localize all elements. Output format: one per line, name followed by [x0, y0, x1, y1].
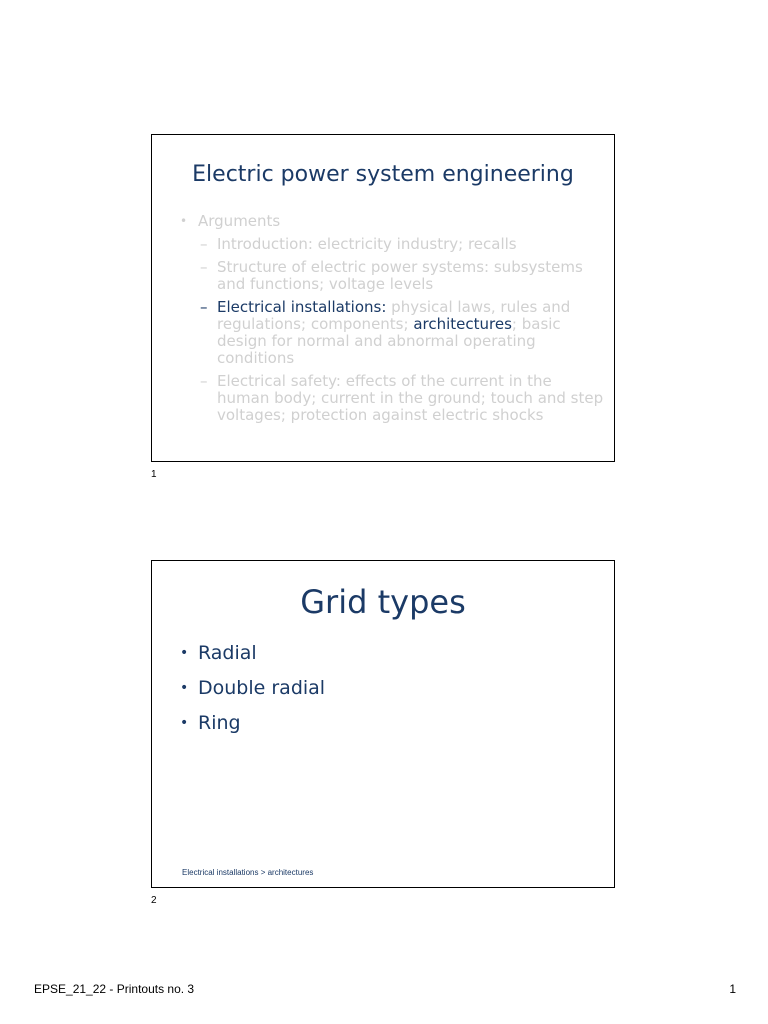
- outline-label: Arguments: [198, 212, 281, 230]
- slide-1-outline: [180, 213, 605, 430]
- subitem-text: Introduction: electricity industry; recalls: [217, 235, 517, 253]
- bullet-icon: •: [180, 645, 189, 661]
- list-item-label: Radial: [198, 642, 257, 664]
- outline-item-arguments: [180, 213, 605, 230]
- page-number: 1: [729, 982, 736, 996]
- slide-footer: Electrical installations > architectures: [182, 868, 314, 877]
- list-item-label: Ring: [198, 712, 241, 734]
- slide-2: [151, 560, 615, 888]
- slide-2-list: [180, 641, 325, 746]
- bullet-icon: •: [180, 680, 189, 696]
- bullet-icon: •: [180, 715, 189, 731]
- page-footer: [34, 982, 736, 996]
- dash-icon: –: [200, 235, 208, 253]
- outline-subitem: [180, 373, 605, 424]
- subitem-text: Structure of electric power systems: subsystems and functions; voltage levels: [217, 258, 583, 293]
- subitem-highlight: architectures: [413, 315, 512, 333]
- slide-1-title: Electric power system engineering: [192, 162, 574, 187]
- list-item: [180, 676, 325, 711]
- outline-subitem-current: [180, 299, 605, 367]
- slide-2-title: Grid types: [300, 583, 466, 621]
- list-item: [180, 641, 325, 676]
- subitem-highlight: Electrical installations:: [217, 298, 387, 316]
- outline-subitem: [180, 259, 605, 293]
- subitem-text: ; basic design for normal and abnormal operating conditions: [217, 315, 561, 367]
- list-item-label: Double radial: [198, 677, 326, 699]
- document-label: EPSE_21_22 - Printouts no. 3: [34, 982, 195, 996]
- slide-number: 1: [151, 469, 157, 480]
- dash-icon: –: [200, 298, 208, 316]
- subitem-text: Electrical safety: effects of the current in the human body; current in the ground; touch and step voltages; protection against electric shocks: [217, 372, 604, 424]
- subitem-text: physical laws, rules and regulations; components;: [217, 298, 571, 333]
- bullet-icon: •: [180, 214, 188, 228]
- slide-1: [151, 134, 615, 462]
- dash-icon: –: [200, 258, 208, 276]
- list-item: [180, 711, 325, 746]
- outline-subitem: [180, 236, 605, 253]
- slide-number: 2: [151, 895, 157, 906]
- dash-icon: –: [200, 372, 208, 390]
